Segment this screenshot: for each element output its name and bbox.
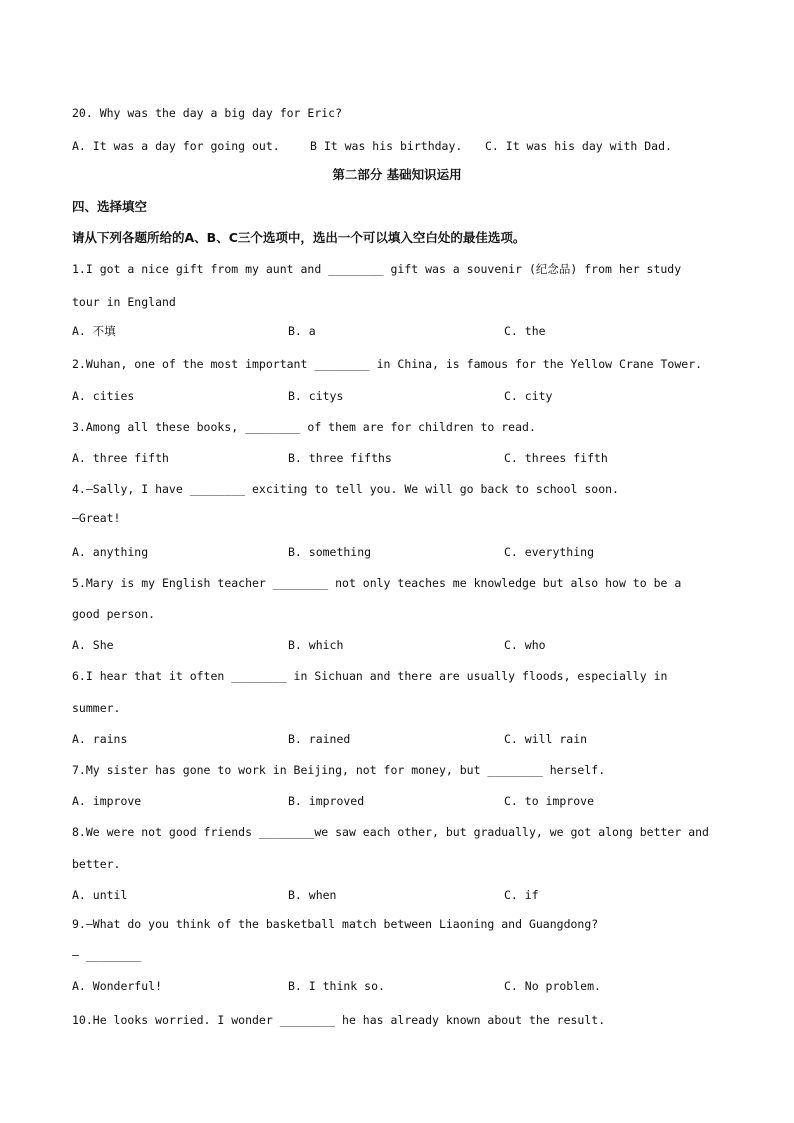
question-20-text: 20. Why was the day a big day for Eric? bbox=[72, 106, 343, 120]
question-9-option-a: A. Wonderful! bbox=[72, 979, 163, 993]
question-3-option-c: C. threes fifth bbox=[504, 451, 608, 465]
question-10-line-1: 10.He looks worried. I wonder ________ he has already known about the result. bbox=[72, 1013, 606, 1027]
question-1-option-a: A. 不填 bbox=[72, 324, 116, 338]
question-7-option-b: B. improved bbox=[288, 794, 365, 808]
question-1-line-2: tour in England bbox=[72, 295, 176, 309]
question-9-option-c: C. No problem. bbox=[504, 979, 601, 993]
question-8-line-1: 8.We were not good friends ________we saw each other, but gradually, we got along better and bbox=[72, 825, 709, 839]
question-5-line-1: 5.Mary is my English teacher ________ not only teaches me knowledge but also how to be a bbox=[72, 576, 682, 590]
question-3-line-1: 3.Among all these books, ________ of them are for children to read. bbox=[72, 420, 536, 434]
question-1-option-b: B. a bbox=[288, 324, 316, 338]
question-20-option-c: C. It was his day with Dad. bbox=[485, 139, 672, 153]
question-1-line-1: 1.I got a nice gift from my aunt and ________ gift was a souvenir (纪念品) from her study bbox=[72, 262, 682, 276]
question-4-line-1: 4.—Sally, I have ________ exciting to tell you. We will go back to school soon. bbox=[72, 482, 619, 496]
question-4-option-b: B. something bbox=[288, 545, 372, 559]
question-4-option-c: C. everything bbox=[504, 545, 595, 559]
question-8-line-2: better. bbox=[72, 857, 121, 871]
question-6-line-1: 6.I hear that it often ________ in Sichuan and there are usually floods, especially in bbox=[72, 669, 668, 683]
question-5-option-b: B. which bbox=[288, 638, 344, 652]
question-5-line-2: good person. bbox=[72, 607, 156, 621]
question-9-line-2: — ________ bbox=[72, 948, 142, 962]
instructions: 请从下列各题所给的A、B、C三个选项中，选出一个可以填入空白处的最佳选项。 bbox=[72, 230, 526, 245]
question-7-line-1: 7.My sister has gone to work in Beijing, not for money, but ________ herself. bbox=[72, 763, 606, 777]
question-7-option-a: A. improve bbox=[72, 794, 142, 808]
question-20-option-b: B It was his birthday. bbox=[310, 139, 463, 153]
question-2-line-1: 2.Wuhan, one of the most important ________ in China, is famous for the Yellow Crane Tower. bbox=[72, 357, 703, 371]
question-7-option-c: C. to improve bbox=[504, 794, 595, 808]
question-4-option-a: A. anything bbox=[72, 545, 149, 559]
question-6-option-c: C. will rain bbox=[504, 732, 588, 746]
question-5-option-a: A. She bbox=[72, 638, 114, 652]
question-20-option-a: A. It was a day for going out. bbox=[72, 139, 280, 153]
question-8-option-b: B. when bbox=[288, 888, 337, 902]
question-3-option-a: A. three fifth bbox=[72, 451, 169, 465]
question-1-option-c: C. the bbox=[504, 324, 546, 338]
question-8-option-a: A. until bbox=[72, 888, 128, 902]
question-9-option-b: B. I think so. bbox=[288, 979, 385, 993]
question-5-option-c: C. who bbox=[504, 638, 546, 652]
question-8-option-c: C. if bbox=[504, 888, 539, 902]
question-4-line-2: —Great! bbox=[72, 511, 121, 525]
question-6-line-2: summer. bbox=[72, 701, 121, 715]
section-title: 四、选择填空 bbox=[72, 199, 148, 214]
question-6-option-b: B. rained bbox=[288, 732, 351, 746]
question-3-option-b: B. three fifths bbox=[288, 451, 392, 465]
part-title: 第二部分 基础知识运用 bbox=[332, 167, 462, 182]
question-2-option-a: A. cities bbox=[72, 389, 135, 403]
question-2-option-b: B. citys bbox=[288, 389, 344, 403]
question-2-option-c: C. city bbox=[504, 389, 553, 403]
question-6-option-a: A. rains bbox=[72, 732, 128, 746]
question-9-line-1: 9.—What do you think of the basketball match between Liaoning and Guangdong? bbox=[72, 917, 599, 931]
